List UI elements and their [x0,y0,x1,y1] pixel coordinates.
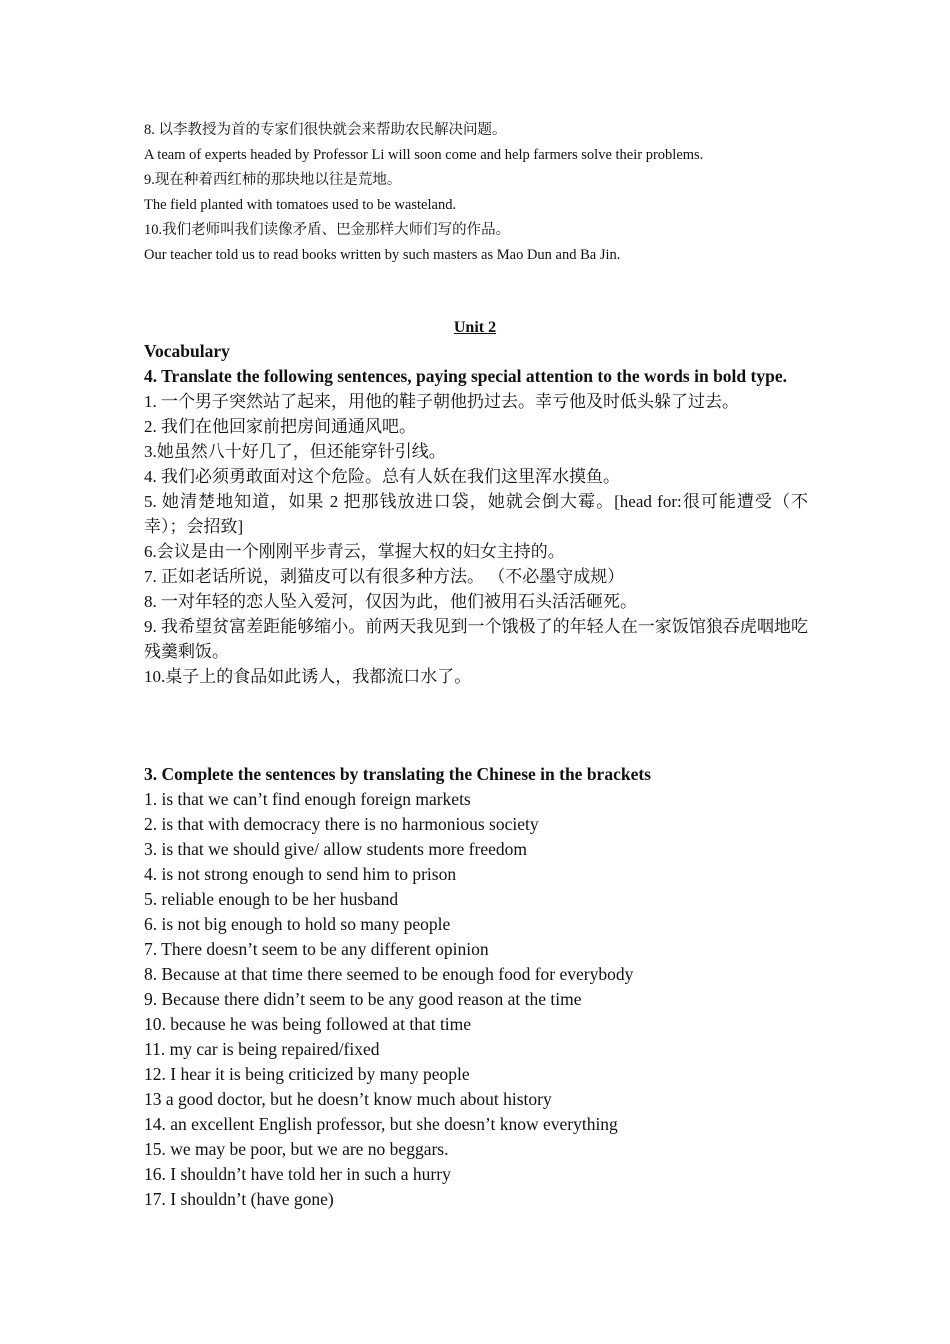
answer-item: 1. is that we can’t find enough foreign markets [144,789,471,809]
sentence-item: 1. 一个男子突然站了起来，用他的鞋子朝他扔过去。幸亏他及时低头躲了过去。 [144,392,739,411]
answer-item: 8. Because at that time there seemed to be enough food for everybody [144,964,634,984]
answer-item: 9. Because there didn’t seem to be any good reason at the time [144,989,582,1009]
text-line: Our teacher told us to read books written by such masters as Mao Dun and Ba Jin. [144,247,621,263]
complete-sentences-section [144,762,808,1212]
sentence-item: 9. 我希望贫富差距能够缩小。前两天我见到一个饿极了的年轻人在一家饭馆狼吞虎咽地吃残羹剩饭。 [144,617,808,661]
answer-item: 3. is that we should give/ allow students more freedom [144,839,527,859]
unit-title: Unit 2 [453,319,497,336]
exercise-3-heading: 3. Complete the sentences by translating the Chinese in the brackets [144,764,651,784]
answer-item: 10. because he was being followed at that time [144,1014,472,1034]
exercise-4-heading: 4. Translate the following sentences, paying special attention to the words in bold type. [144,366,787,386]
sentence-item: 6.会议是由一个刚刚平步青云，掌握大权的妇女主持的。 [144,542,565,561]
answer-item: 13 a good doctor, but he doesn’t know much about history [144,1089,552,1109]
answer-item: 15. we may be poor, but we are no beggars. [144,1139,449,1159]
text-line: 10.我们老师叫我们读像矛盾、巴金那样大师们写的作品。 [144,222,511,238]
answer-item: 7. There doesn’t seem to be any different opinion [144,939,489,959]
text-line: A team of experts headed by Professor Li will soon come and help farmers solve their problems. [144,147,704,163]
sentence-item: 7. 正如老话所说，剥猫皮可以有很多种方法。 （不必墨守成规） [144,567,625,586]
answer-item: 6. is not big enough to hold so many people [144,914,451,934]
vocabulary-heading: Vocabulary [144,341,230,361]
sentence-item: 2. 我们在他回家前把房间通通风吧。 [144,417,416,436]
previous-unit-translations [144,118,814,268]
text-line: 9.现在种着西红柿的那块地以往是荒地。 [144,172,402,188]
sentence-item: 8. 一对年轻的恋人坠入爱河，仅因为此，他们被用石头活活砸死。 [144,592,637,611]
answer-item: 5. reliable enough to be her husband [144,889,399,909]
sentence-item: 3.她虽然八十好几了，但还能穿针引线。 [144,442,446,461]
sentence-item: 4. 我们必须勇敢面对这个危险。总有人妖在我们这里浑水摸鱼。 [144,467,620,486]
answer-item: 2. is that with democracy there is no harmonious society [144,814,539,834]
vocabulary-section [144,339,808,689]
sentence-item: 10.桌子上的食品如此诱人，我都流口水了。 [144,667,472,686]
answer-item: 17. I shouldn’t (have gone) [144,1189,334,1209]
answer-item: 12. I hear it is being criticized by many people [144,1064,470,1084]
answer-item: 14. an excellent English professor, but she doesn’t know everything [144,1114,618,1134]
text-line: The field planted with tomatoes used to be wasteland. [144,197,457,213]
text-line: 8. 以李教授为首的专家们很快就会来帮助农民解决问题。 [144,122,507,138]
answer-item: 4. is not strong enough to send him to prison [144,864,457,884]
sentence-item: 5. 她清楚地知道，如果 2 把那钱放进口袋，她就会倒大霉。[head for:很可能遭受（不幸）；会招致] [144,492,808,536]
answer-item: 16. I shouldn’t have told her in such a hurry [144,1164,451,1184]
answer-item: 11. my car is being repaired/fixed [144,1039,380,1059]
